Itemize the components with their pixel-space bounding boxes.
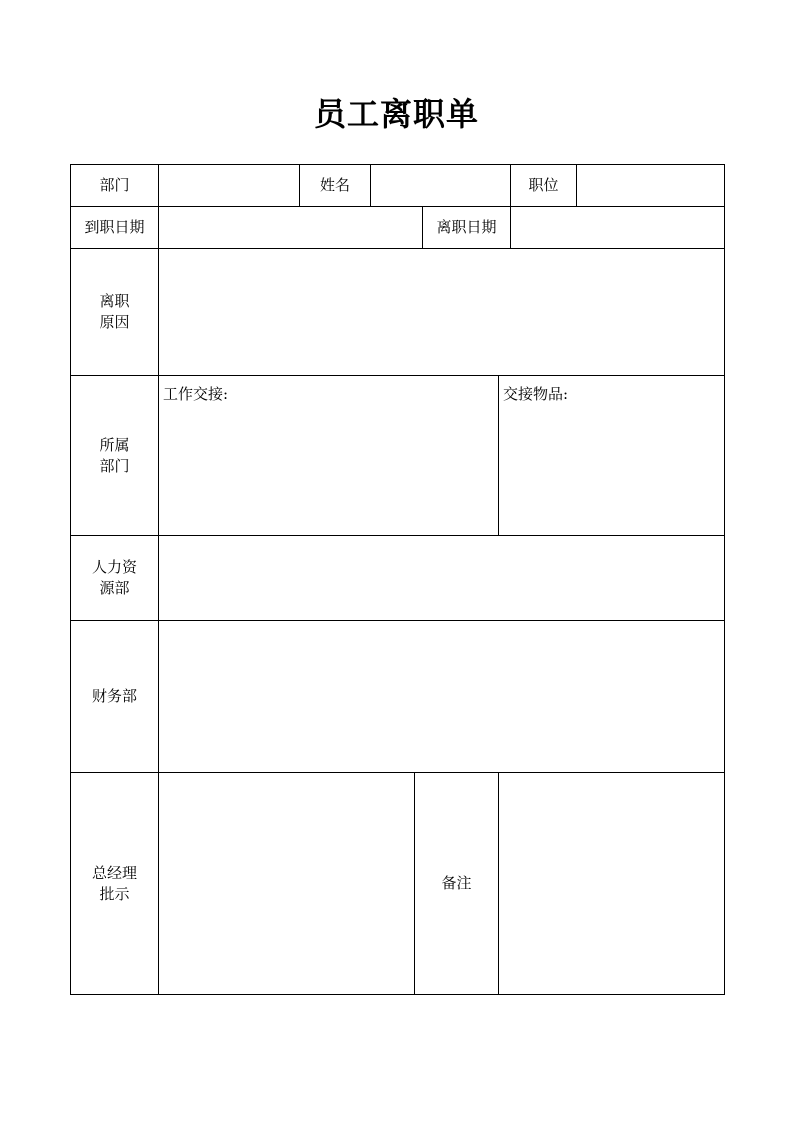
page-title: 员工离职单 bbox=[313, 95, 479, 133]
hr-field[interactable] bbox=[158, 535, 725, 621]
department-field[interactable] bbox=[158, 164, 300, 207]
reason-label-cell bbox=[70, 248, 159, 376]
name-label: 姓名 bbox=[319, 176, 350, 194]
finance-field[interactable] bbox=[158, 620, 725, 773]
hr-label-line1: 人力资 bbox=[91, 558, 137, 576]
department-label: 部门 bbox=[99, 176, 130, 194]
remarks-field[interactable] bbox=[498, 772, 725, 995]
leave-date-label-cell bbox=[422, 206, 511, 249]
name-field[interactable] bbox=[370, 164, 511, 207]
position-field[interactable] bbox=[576, 164, 725, 207]
work-handover-label: 工作交接: bbox=[163, 385, 229, 403]
position-label: 职位 bbox=[528, 176, 559, 194]
items-handover-field[interactable] bbox=[498, 375, 725, 536]
remarks-label: 备注 bbox=[441, 874, 472, 892]
gm-approval-field[interactable] bbox=[158, 772, 415, 995]
reason-label-line2: 原因 bbox=[99, 313, 130, 331]
department-label-cell bbox=[70, 164, 159, 207]
work-handover-field[interactable] bbox=[158, 375, 499, 536]
hire-date-label: 到职日期 bbox=[84, 218, 145, 236]
gm-label-line1: 总经理 bbox=[91, 863, 137, 882]
items-handover-label: 交接物品: bbox=[503, 385, 569, 403]
hr-label-cell bbox=[70, 535, 159, 621]
finance-label: 财务部 bbox=[91, 687, 137, 705]
hire-date-label-cell bbox=[70, 206, 159, 249]
remarks-label-cell bbox=[414, 772, 499, 995]
hr-label-line2: 源部 bbox=[99, 579, 130, 597]
gm-label-line2: 批示 bbox=[99, 884, 130, 903]
position-label-cell bbox=[510, 164, 577, 207]
gm-label-cell bbox=[70, 772, 159, 995]
finance-label-cell bbox=[70, 620, 159, 773]
dept-section-label-line2: 部门 bbox=[99, 456, 130, 475]
name-label-cell bbox=[299, 164, 371, 207]
hire-date-field[interactable] bbox=[158, 206, 423, 249]
dept-section-label-cell bbox=[70, 375, 159, 536]
reason-field[interactable] bbox=[158, 248, 725, 376]
dept-section-label-line1: 所属 bbox=[99, 435, 130, 454]
reason-label-line1: 离职 bbox=[99, 292, 130, 310]
leave-date-field[interactable] bbox=[510, 206, 725, 249]
leave-date-label: 离职日期 bbox=[436, 218, 497, 236]
